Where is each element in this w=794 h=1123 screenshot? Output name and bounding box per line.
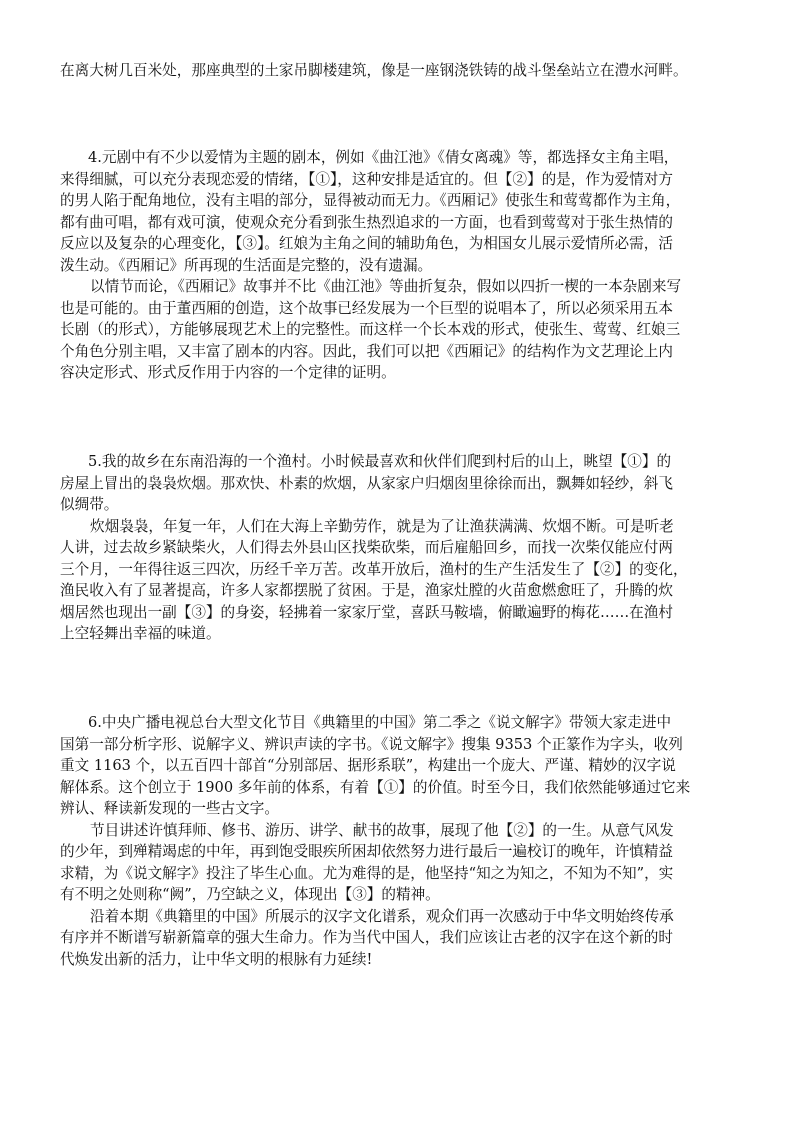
text-line: 的男人陷于配角地位，没有主唱的部分，显得被动而无力。《西厢记》使张生和莺莺都作为主角，	[60, 192, 681, 209]
text-line: 以情节而论，《西厢记》故事并不比《曲江池》等曲折复杂，假如以四折一楔的一本杂剧来写	[90, 278, 682, 295]
text-line: 三个月，一年得往返三四次，历经千辛万苦。改革开放后，渔村的生产生活发生了【②】的变化，	[60, 560, 688, 578]
text-line: 房屋上冒出的袅袅炊烟。那欢快、朴素的炊烟，从家家户归烟囱里徐徐而出，飘舞如轻纱，斜飞	[60, 474, 673, 492]
text-line: 在离大树几百米处，那座典型的土家吊脚楼建筑，像是一座钢浇铁铸的战斗堡垒站立在澧水河畔。	[60, 62, 688, 79]
text-line: 代焕发出新的活力，让中华文明的根脉有力延续!	[60, 950, 373, 968]
text-line: 4.元剧中有不少以爱情为主题的剧本，例如《曲江池》《倩女离魂》等，都选择女主角主唱，	[88, 149, 679, 166]
question-6	[60, 712, 740, 970]
text-line: 有不明之处则称“阙”，乃空缺之义，体现出【③】的精神。	[60, 886, 440, 903]
text-line: 也是可能的。由于董西厢的创造，这个故事已经发展为一个巨型的说唱本了，所以必须采用五本	[60, 299, 673, 317]
question-4	[60, 147, 740, 384]
text-line: 国第一部分析字形、说解字义、辨识声读的字书。《说文解字》搜集 9353 个正篆作为字头，收列	[60, 735, 683, 753]
text-line: 沿着本期《典籍里的中国》所展示的汉字文化谱系，观众们再一次感动于中华文明始终传承	[90, 907, 674, 925]
text-line: 都有曲可唱，都有戏可演，使观众充分看到张生热烈追求的一方面，也看到莺莺对于张生热情的	[60, 213, 673, 231]
text-line: 人讲，过去故乡紧缺柴火，人们得去外县山区找柴砍柴，而后雇船回乡，而找一次柴仅能应付两	[60, 539, 673, 556]
text-line: 烟居然也现出一副【③】的身姿，轻拂着一家家厅堂，喜跃马鞍墙，俯瞰遍野的梅花……在渔村	[60, 603, 673, 621]
text-line: 泼生动。《西厢记》所再现的生活面是完整的，没有遗漏。	[60, 256, 433, 274]
text-line: 的少年，到殚精竭虑的中年，再到饱受眼疾所困却依然努力进行最后一遍校订的晚年，许慎精益	[60, 843, 673, 860]
text-line: 容决定形式、形式反作用于内容的一个定律的证明。	[60, 364, 396, 381]
text-line: 渔民收入有了显著提高，许多人家都摆脱了贫困。于是，渔家灶膛的火苗愈燃愈旺了，升腾的炊	[60, 582, 673, 599]
text-line: 解体系。这个创立于 1900 多年前的体系，有着【①】的价值。时至今日，我们依然能够通过它来	[60, 778, 691, 796]
text-line: 辨认、释读新发现的一些古文字。	[60, 800, 279, 817]
question-5	[60, 451, 740, 645]
text-line: 个角色分别主唱，又丰富了剧本的内容。因此，我们可以把《西厢记》的结构作为文艺理论上内	[60, 342, 673, 360]
text-line: 有序并不断谱写崭新篇章的强大生命力。作为当代中国人，我们应该让古老的汉字在这个新的时	[60, 929, 673, 946]
text-line: 反应以及复杂的心理变化，【③】。红娘为主角之间的辅助角色，为相国女儿展示爱情所必需，活	[60, 235, 673, 252]
text-line: 求精，为《说文解字》投注了毕生心血。尤为难得的是，他坚持“知之为知之，不知为不知”，实	[60, 864, 674, 882]
text-line: 节目讲述许慎拜师、修书、游历、讲学、献书的故事，展现了他【②】的一生。从意气风发	[90, 821, 674, 839]
text-line: 炊烟袅袅，年复一年，人们在大海上辛勤劳作，就是为了让渔获满满、炊烟不断。可是听老	[90, 517, 674, 535]
text-line: 来得细腻，可以充分表现恋爱的情绪，【①】，这种安排是适宜的。但【②】的是，作为爱情对方	[60, 170, 673, 188]
intro-paragraph	[60, 60, 740, 82]
text-line: 5.我的故乡在东南沿海的一个渔村。小时候最喜欢和伙伴们爬到村后的山上，眺望【①】的	[88, 453, 672, 470]
text-line: 长剧（的形式），方能够展现艺术上的完整性。而这样一个长本戏的形式，使张生、莺莺、红娘三	[60, 321, 681, 338]
text-line: 重文 1163 个，以五百四十部首“分别部居、据形系联”，构建出一个庞大、严谨、精妙的汉字说	[60, 757, 676, 774]
text-line: 上空轻舞出幸福的味道。	[60, 625, 221, 642]
text-line: 6.中央广播电视总台大型文化节目《典籍里的中国》第二季之《说文解字》带领大家走进中	[88, 714, 672, 731]
text-line: 似绸带。	[60, 496, 119, 513]
